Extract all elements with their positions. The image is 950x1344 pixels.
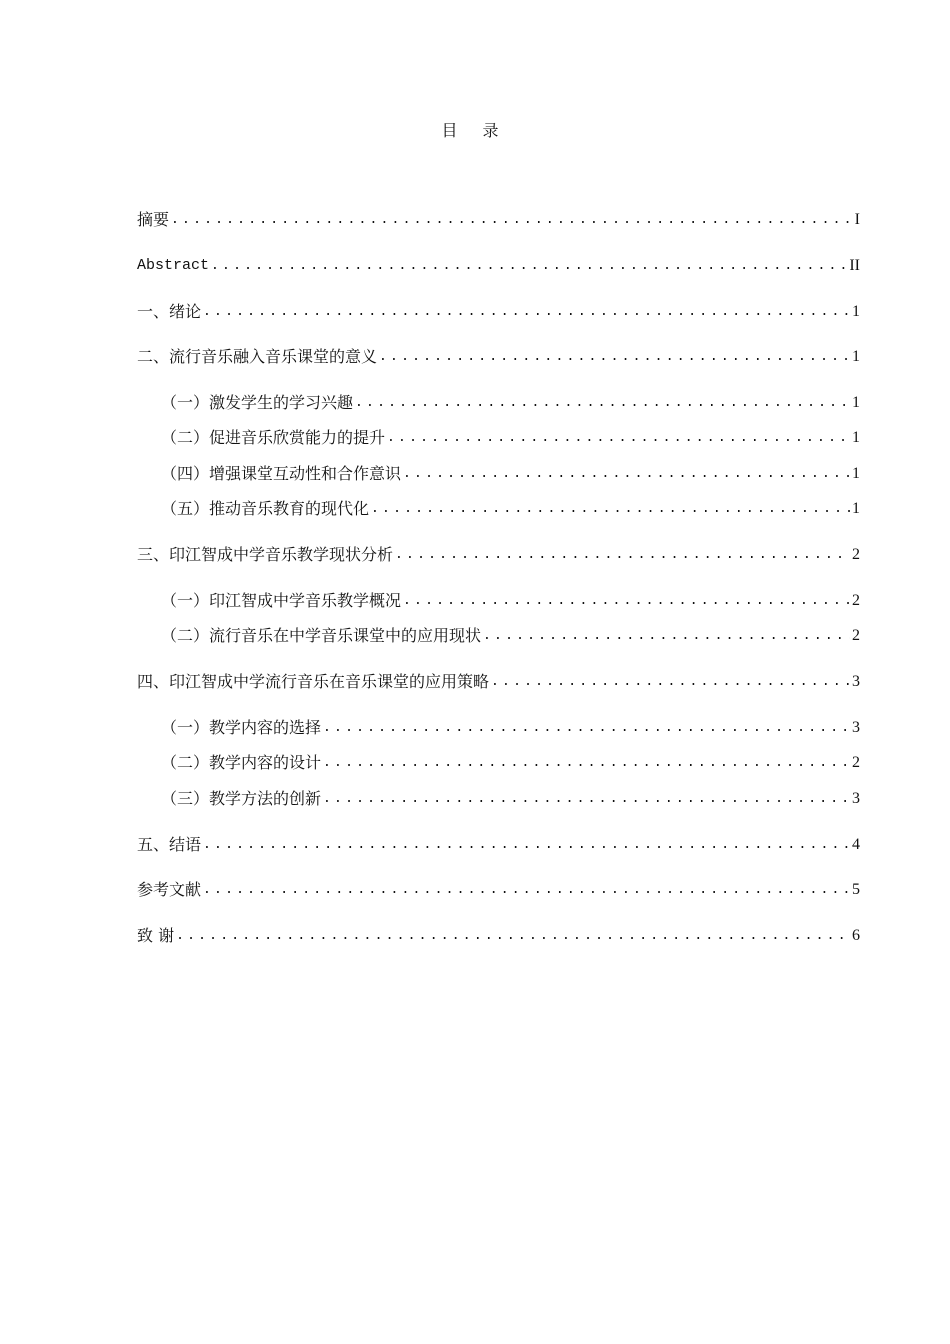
toc-entry-section-4[interactable] [137, 670, 860, 694]
toc-entry-label: 摘要 [137, 210, 170, 229]
toc-entry-label: Abstract [137, 257, 210, 274]
toc-entry-section-3-2[interactable] [161, 624, 860, 648]
toc-entry-label: （二）教学内容的设计 [161, 753, 322, 772]
toc-leader-dots [371, 497, 850, 521]
toc-entry-introduction[interactable] [137, 300, 860, 324]
toc-entry-page: 1 [852, 348, 860, 365]
toc-entry-references[interactable] [137, 878, 860, 902]
toc-entry-page: 3 [852, 719, 860, 736]
toc-entry-page: 1 [852, 429, 860, 446]
toc-leader-dots [203, 878, 850, 902]
toc-entry-label: 二、流行音乐融入音乐课堂的意义 [137, 347, 378, 366]
toc-entry-page: 4 [852, 836, 860, 853]
toc-entry-page: 3 [852, 673, 860, 690]
toc-leader-dots [491, 670, 850, 694]
toc-entry-section-3-1[interactable] [161, 589, 860, 613]
toc-entry-label: 三、印江智成中学音乐教学现状分析 [137, 545, 394, 564]
toc-entry-section-4-1[interactable] [161, 716, 860, 740]
toc-leader-dots [211, 254, 847, 278]
toc-leader-dots [395, 543, 850, 567]
toc-leader-dots [323, 787, 850, 811]
toc-leader-dots [355, 391, 850, 415]
toc-entry-page: 2 [852, 546, 860, 563]
toc-entry-page: II [849, 257, 860, 274]
toc-entry-label: （一）教学内容的选择 [161, 718, 322, 737]
toc-entry-section-2-2[interactable] [161, 426, 860, 450]
toc-entry-page: 2 [852, 592, 860, 609]
toc-leader-dots [403, 462, 850, 486]
toc-entry-acknowledgements[interactable] [137, 924, 860, 948]
toc-entry-section-2-5[interactable] [161, 497, 860, 521]
toc-leader-dots [483, 624, 850, 648]
toc-entry-page: 1 [852, 500, 860, 517]
toc-entry-page: 6 [852, 927, 860, 944]
toc-entry-label: （二）促进音乐欣赏能力的提升 [161, 428, 386, 447]
toc-entry-page: 2 [852, 627, 860, 644]
toc-entry-page: 1 [852, 465, 860, 482]
toc-entry-section-4-2[interactable] [161, 751, 860, 775]
toc-entry-abstract-zh[interactable] [137, 208, 860, 232]
toc-leader-dots [203, 300, 850, 324]
toc-leader-dots [403, 589, 850, 613]
toc-entry-abstract-en[interactable] [137, 254, 860, 278]
toc-entry-conclusion[interactable] [137, 833, 860, 857]
toc-entry-page: 1 [852, 394, 860, 411]
toc-leader-dots [171, 208, 853, 232]
toc-leader-dots [323, 751, 850, 775]
toc-entry-label: （一）激发学生的学习兴趣 [161, 393, 354, 412]
toc-entry-label: （三）教学方法的创新 [161, 789, 322, 808]
toc-entry-label: 五、结语 [137, 835, 202, 854]
toc-entry-label: 一、绪论 [137, 302, 202, 321]
toc-leader-dots [176, 924, 850, 948]
toc-entry-label: （一）印江智成中学音乐教学概况 [161, 591, 402, 610]
toc-entry-page: I [854, 211, 860, 228]
toc-entry-section-4-3[interactable] [161, 787, 860, 811]
toc-entry-section-3[interactable] [137, 543, 860, 567]
toc-entry-label: （二）流行音乐在中学音乐课堂中的应用现状 [161, 626, 482, 645]
toc-entry-page: 3 [852, 790, 860, 807]
toc-leader-dots [203, 833, 850, 857]
toc-leader-dots [379, 345, 850, 369]
toc-entry-section-2-1[interactable] [161, 391, 860, 415]
toc-title: 目 录 [441, 121, 509, 140]
toc-entry-page: 5 [852, 881, 860, 898]
toc-entry-label: （五）推动音乐教育的现代化 [161, 499, 370, 518]
toc-leader-dots [387, 426, 850, 450]
toc-entry-label: 参考文献 [137, 880, 202, 899]
toc-entry-label: （四）增强课堂互动性和合作意识 [161, 464, 402, 483]
toc-entry-page: 1 [852, 303, 860, 320]
toc-entry-section-2[interactable] [137, 345, 860, 369]
toc-entry-label: 致 谢 [137, 926, 175, 945]
toc-entry-page: 2 [852, 754, 860, 771]
toc-leader-dots [323, 716, 850, 740]
toc-entry-section-2-4[interactable] [161, 462, 860, 486]
toc-entry-label: 四、印江智成中学流行音乐在音乐课堂的应用策略 [137, 672, 490, 691]
